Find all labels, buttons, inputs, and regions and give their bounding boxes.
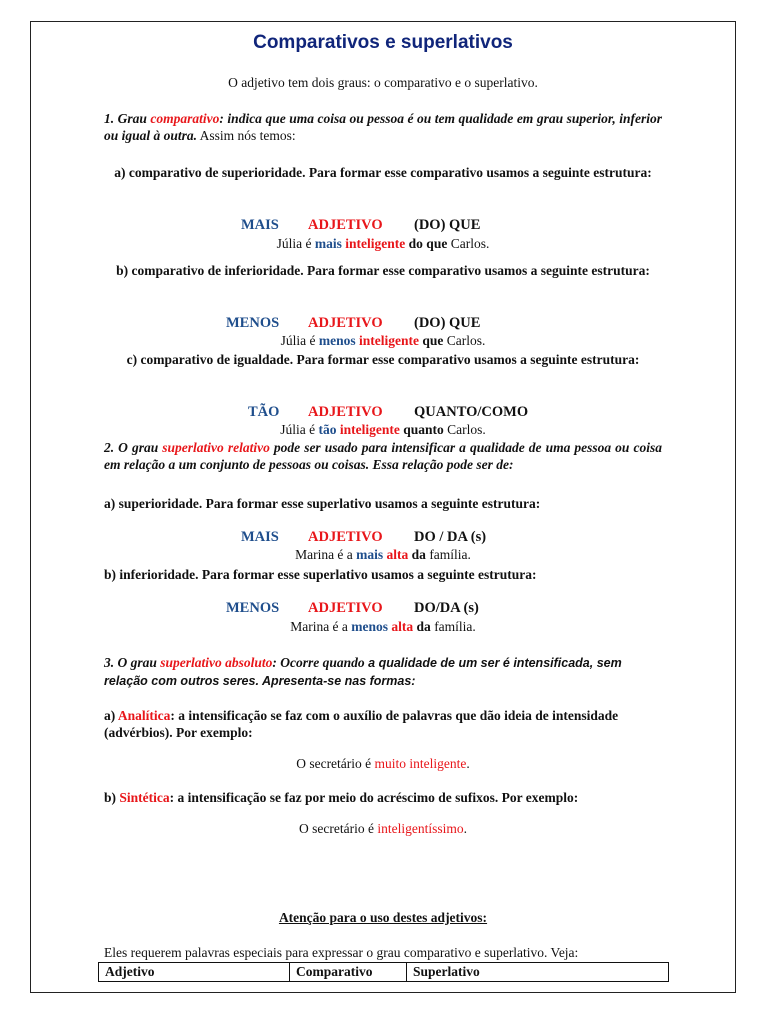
ex6-p2: muito inteligente: [374, 756, 467, 771]
s1-keyword: comparativo: [150, 111, 220, 126]
formula-4-word-3: DO / DA (s): [414, 529, 487, 545]
ex1-p2: mais: [314, 236, 342, 251]
ex4-p3: alta: [386, 547, 409, 562]
formula-3-word-2: ADJETIVO: [308, 404, 383, 420]
table-header-adjetivo: Adjetivo: [99, 963, 290, 982]
formula-3-word-1: TÃO: [248, 404, 280, 420]
intro-text: O adjetivo tem dois graus: o comparativo e o superlativo.: [228, 75, 538, 90]
formula-2-word-2: ADJETIVO: [308, 315, 383, 331]
s2-num: 2. O grau: [104, 440, 163, 455]
ex1-p4: do que: [408, 236, 448, 251]
s3-keyword: superlativo absoluto: [160, 655, 273, 670]
s2-keyword: superlativo relativo: [162, 440, 270, 455]
formula-3-word-3: QUANTO/COMO: [414, 404, 529, 420]
example-1: [104, 235, 662, 252]
ex1-p5: Carlos.: [447, 236, 490, 251]
s1-tail: Assim nós temos:: [197, 128, 296, 143]
ex4-p1: Marina é a: [295, 547, 357, 562]
ex2-p2: menos: [318, 333, 356, 348]
superlativo-inferioridade: b) inferioridade. Para formar esse superlativo usamos a seguinte estrutura:: [104, 567, 537, 582]
sintetica-keyword: Sintética: [119, 790, 170, 805]
section-1-comparativo: [104, 110, 662, 144]
sintetica-rest: : a intensificação se faz por meio do acréscimo de sufixos. Por exemplo:: [169, 790, 579, 805]
ex3-p3: inteligente: [339, 422, 400, 437]
ex2-p4: que: [422, 333, 444, 348]
ex6-p1: O secretário é: [296, 756, 375, 771]
table-header-superlativo: Superlativo: [407, 963, 669, 982]
ex7-p3: .: [463, 821, 467, 836]
formula-4-word-1: MAIS: [241, 529, 279, 545]
comparativo-igualdade: c) comparativo de igualdade. Para formar esse comparativo usamos a seguinte estrutura:: [126, 352, 640, 367]
analitica-rest: : a intensificação se faz com o auxílio de palavras que dão ideia de intensidade (advérbios). Por exemplo:: [104, 708, 619, 740]
s1-num: 1. Grau: [104, 111, 151, 126]
superlativo-superioridade: a) superioridade. Para formar esse superlativo usamos a seguinte estrutura:: [104, 496, 541, 511]
example-2: [104, 332, 662, 349]
ex6-p3: .: [466, 756, 470, 771]
example-5: [104, 618, 662, 635]
ex5-p2: menos: [351, 619, 389, 634]
formula-4-word-2: ADJETIVO: [308, 529, 383, 545]
section-2-superlativo-relativo: [104, 439, 662, 473]
example-6: [104, 755, 662, 772]
ex7-p2: inteligentíssimo: [377, 821, 464, 836]
ex4-p4: da: [411, 547, 426, 562]
ex3-p5: Carlos.: [443, 422, 486, 437]
ex3-p2: tão: [318, 422, 337, 437]
s1-rest: : indica que uma coisa ou pessoa é ou tem qualidade em grau superior, inferior ou igual à outra.: [104, 111, 663, 143]
sintetica-pre: b): [104, 790, 120, 805]
formula-5-word-2: ADJETIVO: [308, 600, 383, 616]
table-header-comparativo: Comparativo: [290, 963, 407, 982]
example-3: [104, 421, 662, 438]
ex1-p3: inteligente: [345, 236, 406, 251]
ex5-p1: Marina é a: [290, 619, 352, 634]
ex5-p5: família.: [430, 619, 476, 634]
section-3-superlativo-absoluto: [104, 654, 662, 690]
ex1-p1: Júlia é: [276, 236, 315, 251]
analitica-keyword: Analítica: [117, 708, 171, 723]
attention-heading: Atenção para o uso destes adjetivos:: [278, 910, 488, 925]
formula-5-word-1: MENOS: [226, 600, 280, 616]
formula-1-word-2: ADJETIVO: [308, 217, 383, 233]
s2-rest: pode ser usado para intensificar a qualidade de uma pessoa ou coisa em relação a um conjunto de pessoas ou coisas. Essa relação pode ser de:: [104, 440, 662, 472]
forma-analitica: [104, 707, 662, 741]
s3-num: 3. O grau: [104, 655, 161, 670]
formula-1-word-3: (DO) QUE: [414, 217, 481, 233]
ex4-p2: mais: [356, 547, 384, 562]
example-4: [104, 546, 662, 563]
comparativo-inferioridade: b) comparativo de inferioridade. Para formar esse comparativo usamos a seguinte estrutura:: [116, 263, 650, 278]
ex5-p3: alta: [391, 619, 414, 634]
ex3-p1: Júlia é: [280, 422, 319, 437]
formula-2-word-1: MENOS: [226, 315, 280, 331]
formula-1-word-1: MAIS: [241, 217, 279, 233]
formula-2-word-3: (DO) QUE: [414, 315, 481, 331]
ex5-p4: da: [416, 619, 431, 634]
formula-5-word-3: DO/DA (s): [414, 600, 479, 616]
ex7-p1: O secretário é: [299, 821, 378, 836]
ex2-p3: inteligente: [358, 333, 419, 348]
s3-rest: : Ocorre quando: [272, 655, 365, 670]
special-words-text: Eles requerem palavras especiais para expressar o grau comparativo e superlativo. Veja:: [104, 945, 579, 960]
forma-sintetica: [104, 789, 662, 806]
table-header-row: [99, 963, 669, 982]
analitica-pre: a): [104, 708, 118, 723]
ex2-p5: Carlos.: [443, 333, 486, 348]
ex3-p4: quanto: [403, 422, 444, 437]
comparativo-superioridade: a) comparativo de superioridade. Para formar esse comparativo usamos a seguinte estrutura:: [114, 165, 652, 180]
ex4-p5: família.: [425, 547, 471, 562]
ex2-p1: Júlia é: [280, 333, 319, 348]
s3-sans: a qualidade de um ser é intensificada, sem relação com outros seres. Apresenta-se nas formas:: [104, 656, 622, 688]
adjective-table: [98, 962, 669, 982]
page-title: Comparativos e superlativos: [253, 32, 513, 53]
example-7: [104, 820, 662, 837]
